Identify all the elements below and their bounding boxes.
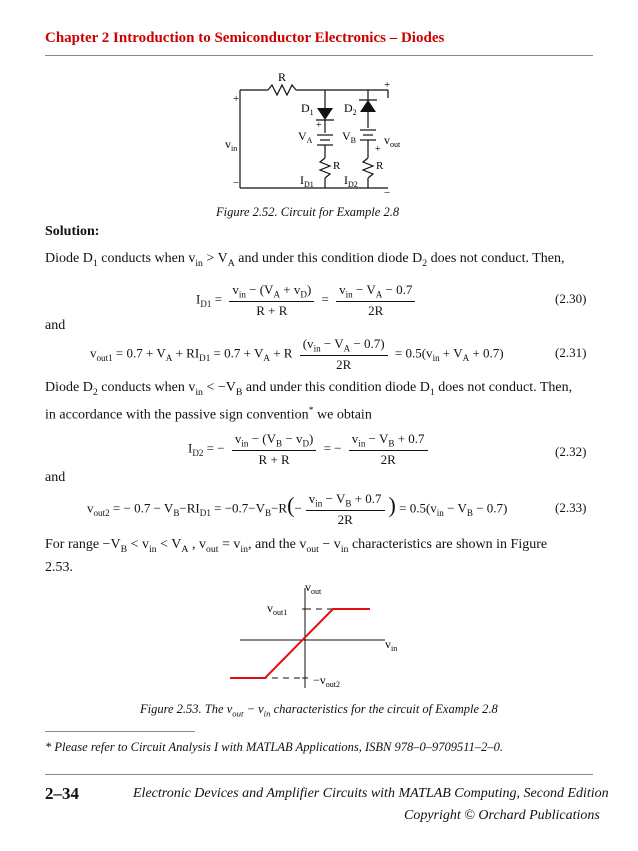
equation-number-2-32: (2.32)	[555, 444, 587, 459]
d2-label: $D_2$	[344, 101, 357, 117]
transfer-curve	[230, 609, 370, 678]
transfer-characteristic-plot	[225, 578, 415, 698]
equation-number-2-30: (2.30)	[555, 291, 587, 306]
vout-axis-label: $v_{out}$	[305, 580, 322, 596]
equation-number-2-31: (2.31)	[555, 345, 587, 360]
footer-rule	[45, 774, 593, 775]
id1-label: $I_{D1}$	[300, 173, 314, 189]
footnote: * Please refer to Circuit Analysis I with MATLAB Applications, ISBN 978–0–9709511–2–0.	[45, 740, 503, 754]
id2-label: $I_{D2}$	[344, 173, 358, 189]
solution-heading: Solution:	[45, 224, 100, 239]
equation-2-32: $I_{D2}$ = − $\frac{v_{in} - (V_B - v_D)}{R + R}$ = − $\frac{v_{in} - V_B + 0.7}{2R}$	[188, 431, 432, 468]
page-number: 2–34	[45, 784, 79, 803]
vout-label: $v_{out}$	[384, 133, 401, 149]
vin-axis-label: $v_{in}$	[385, 637, 398, 653]
minus-vin: −	[233, 177, 240, 189]
header-rule	[45, 55, 593, 56]
footnote-rule	[45, 731, 195, 732]
diode-d1-icon	[317, 108, 333, 120]
d1-label: $D_1$	[301, 101, 314, 117]
and-1: and	[45, 318, 66, 333]
paragraph-3-line-1: For range $-V_B < v_{in} < V_A$ , $v_{out} = v_{in}$, and the $v_{out} - v_{in}$ characteristics are shown in Figure	[45, 537, 548, 555]
diode-d2-icon	[360, 100, 376, 112]
vb-label: $V_B$	[342, 129, 357, 145]
vin-label: $v_{in}$	[225, 137, 238, 153]
circuit-diagram	[220, 68, 420, 198]
book-title: Electronic Devices and Amplifier Circuits with MATLAB Computing, Second Edition	[133, 786, 609, 801]
vout2-label: $-v_{out2}$	[313, 673, 341, 689]
minus-vout: −	[384, 187, 391, 198]
plus-vin: +	[233, 93, 240, 105]
copyright: Copyright © Orchard Publications	[404, 808, 600, 823]
paragraph-3-line-2: 2.53.	[45, 560, 73, 575]
equation-2-33: $v_{out2}$ = − $0.7 - V_B-RI_{D1} = -0.7-V_B-R(-$ $\frac{v_{in} - V_B + 0.7}{2R}$ ) = $0.5(v_{in} - V_B - 0.7)$	[87, 491, 508, 527]
r-left-label: R	[333, 160, 341, 172]
plus-va: +	[316, 120, 322, 131]
r-right-label: R	[376, 160, 384, 172]
equation-2-30: $I_{D1}$ = $\frac{v_{in} - (V_A + v_D)}{R + R}$ = $\frac{v_{in} - V_A - 0.7}{2R}$	[196, 282, 419, 319]
paragraph-1: Diode $D_1$ conducts when $v_{in} > V_A$ and under this condition diode $D_2$ does not conduct. Then,	[45, 251, 565, 269]
paragraph-2-line-2: in accordance with the passive sign convention* we obtain	[45, 405, 372, 423]
r-top-label: R	[278, 70, 287, 84]
va-label: $V_A$	[298, 129, 313, 145]
chapter-title: Chapter 2 Introduction to Semiconductor Electronics – Diodes	[45, 30, 445, 46]
plus-vb: +	[375, 144, 381, 155]
vout1-label: $v_{out1}$	[267, 601, 288, 617]
equation-2-31: $v_{out1} = 0.7 + V_A + RI_{D1} = 0.7 + V_A + R$ $\frac{(v_{in} - V_A - 0.7)}{2R}$ = $0.5(v_{in} + V_A + 0.7)$	[90, 336, 504, 372]
and-2: and	[45, 470, 66, 485]
plus-vout: +	[384, 79, 391, 91]
paragraph-2-line-1: Diode $D_2$ conducts when $v_{in} < -V_B$ and under this condition diode $D_1$ does not conduct. Then,	[45, 380, 573, 398]
figure1-caption: Figure 2.52. Circuit for Example 2.8	[216, 205, 400, 219]
equation-number-2-33: (2.33)	[555, 500, 587, 515]
figure2-caption: Figure 2.53. The $v_{out} - v_{in}$ characteristics for the circuit of Example 2.8	[140, 702, 498, 719]
